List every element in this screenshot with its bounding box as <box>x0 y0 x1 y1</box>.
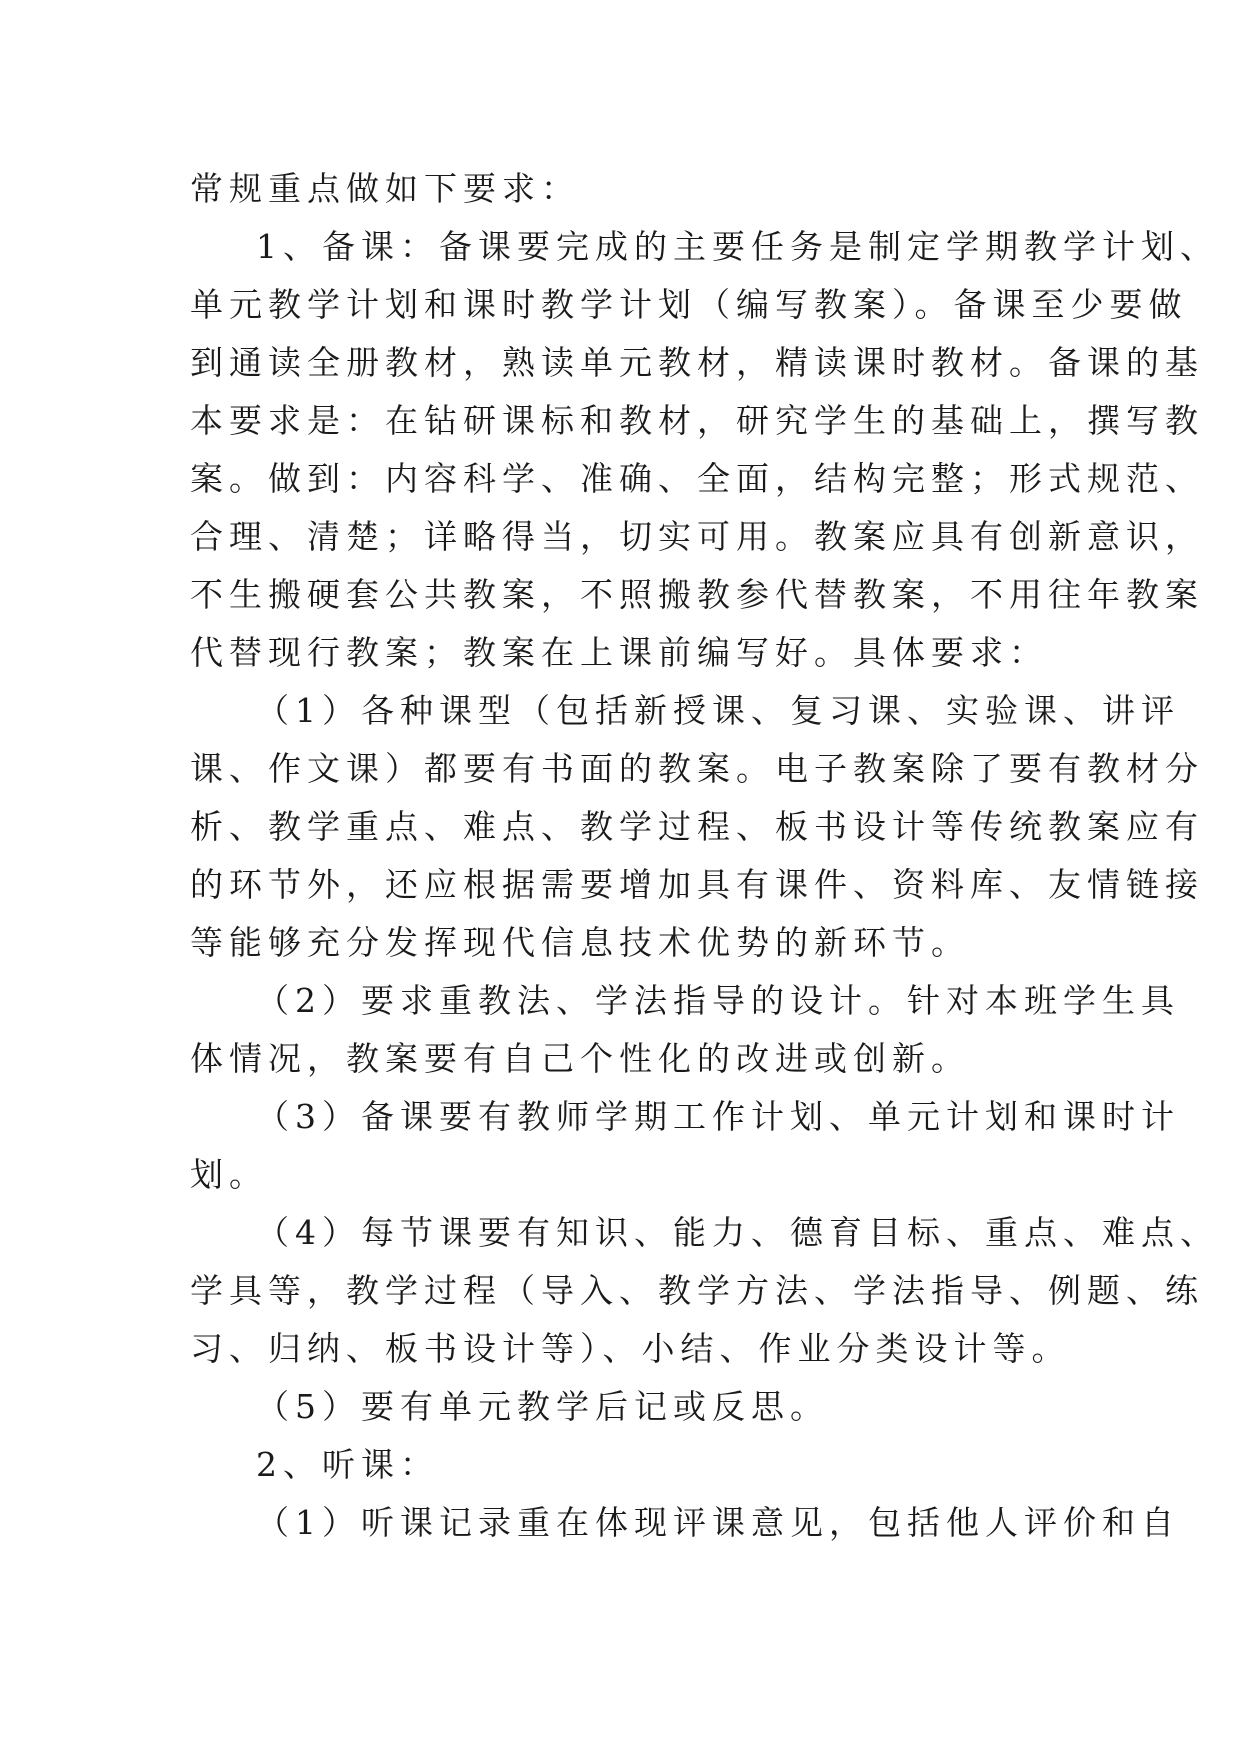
text-line: （1）各种课型（包括新授课、复习课、实验课、讲评 <box>256 691 1180 730</box>
text-line: （5）要有单元教学后记或反思。 <box>256 1387 829 1426</box>
text-line: （1）听课记录重在体现评课意见，包括他人评价和自 <box>256 1503 1180 1542</box>
text-line: （2）要求重教法、学法指导的设计。针对本班学生具 <box>256 981 1180 1020</box>
document-body <box>190 160 1219 1552</box>
text-line: （4）每节课要有知识、能力、德育目标、重点、难点、 <box>256 1213 1219 1252</box>
text-line: 不生搬硬套公共教案，不照搬教参代替教案，不用往年教案 <box>190 575 1204 614</box>
text-line: 到通读全册教材，熟读单元教材，精读课时教材。备课的基 <box>190 343 1204 382</box>
text-line: 代替现行教案；教案在上课前编写好。具体要求： <box>190 633 1048 672</box>
text-line: 的环节外，还应根据需要增加具有课件、资料库、友情链接 <box>190 865 1204 904</box>
text-line: 析、教学重点、难点、教学过程、板书设计等传统教案应有 <box>190 807 1204 846</box>
text-line: 等能够充分发挥现代信息技术优势的新环节。 <box>190 923 970 962</box>
text-line: 课、作文课）都要有书面的教案。电子教案除了要有教材分 <box>190 749 1204 788</box>
text-line: 习、归纳、板书设计等）、小结、作业分类设计等。 <box>190 1329 1071 1368</box>
text-line: 2、听课： <box>256 1445 439 1484</box>
text-line: 单元教学计划和课时教学计划（编写教案）。备课至少要做 <box>190 285 1188 324</box>
text-line: 划。 <box>190 1155 268 1194</box>
text-line: 1、备课：备课要完成的主要任务是制定学期教学计划、 <box>256 227 1219 266</box>
text-line: （3）备课要有教师学期工作计划、单元计划和课时计 <box>256 1097 1180 1136</box>
text-line: 体情况，教案要有自己个性化的改进或创新。 <box>190 1039 970 1078</box>
text-line: 合理、清楚；详略得当，切实可用。教案应具有创新意识， <box>190 517 1204 556</box>
text-line: 学具等，教学过程（导入、教学方法、学法指导、例题、练 <box>190 1271 1204 1310</box>
text-line: 常规重点做如下要求： <box>190 169 580 208</box>
text-line: 案。做到：内容科学、准确、全面，结构完整；形式规范、 <box>190 459 1204 498</box>
text-line: 本要求是：在钻研课标和教材，研究学生的基础上，撰写教 <box>190 401 1204 440</box>
